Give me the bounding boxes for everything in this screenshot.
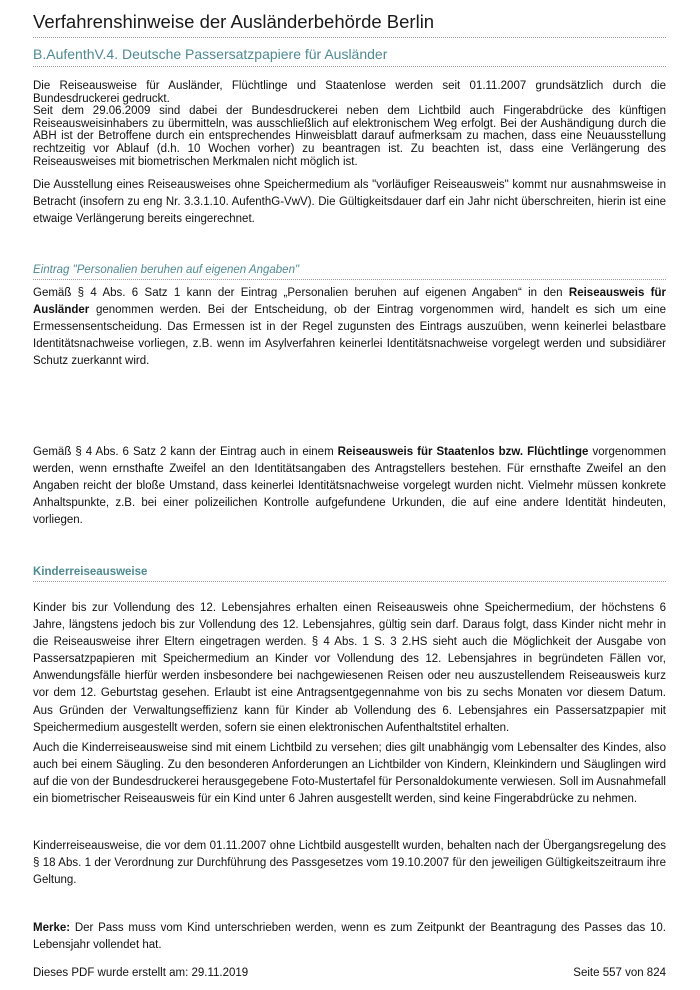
eintrag-p1-bold: Reiseausweis für Ausländer [33,287,666,317]
merke-paragraph [33,920,666,954]
intro-paragraph-2: Die Ausstellung eines Reiseausweises ohne Speichermedium als "vorläufiger Reiseausweis" kommt nur ausnahmsweise in Betracht (insofern zu eng Nr. 3.3.1.10. AufenthG-VwV). Die Gültigkeitsdauer darf ein Jahr nicht überschreiten, hierin ist eine etwaige Verlängerung bereits eingerechnet. [33,179,666,226]
eintrag-paragraph-1 [33,285,666,370]
kinder-paragraph-2: Auch die Kinderreiseausweise sind mit einem Lichtbild zu versehen; dies gilt unabhängig vom Lebensalter des Kindes, also auch bei einem Säugling. Zu den besonderen Anforderungen an Lichtbilder von Kindern, Kleinkindern und Säuglingen wird auf die von der Bundesdruckerei herausgegebene Foto-Mustertafel für Personaldokumente verwiesen. Soll im Ausnahmefall ein biometrischer Reiseausweis für ein Kind unter 6 Jahren ausgestellt werden, sind keine Fingerabdrücke zu nehmen. [33,742,666,806]
eintrag-divider [33,279,666,280]
eintrag-p2-text-b: vorgenommen werden, wenn ernsthafte Zweifel an den Identitätsangaben des Antragstellers bestehen. Für ernsthafte Zweifel an den Angaben reicht der bloße Umstand, dass keinerlei Identitätsnachweise vorgelegt wurden nicht. Vielmehr müssen konkrete Anhaltspunkte, z.B. bei einer polizeilichen Kontrolle aufgefundene Urkunden, die auf eine andere Identität hindeuten, vorliegen. [33,446,666,527]
section-divider [33,66,666,67]
page-footer [33,967,666,979]
title-divider [33,37,666,38]
merke-label: Merke: [33,922,71,934]
document-title: Verfahrenshinweise der Ausländerbehörde Berlin [33,11,435,32]
eintrag-paragraph-2 [33,444,666,529]
kinder-paragraph-3: Kinderreiseausweise, die vor dem 01.11.2007 ohne Lichtbild ausgestellt wurden, behalten nach der Übergangsregelung des § 18 Abs. 1 der Verordnung zur Durchführung des Passgesetzes vom 19.10.2007 für den jeweiligen Gültigkeitszeitraum ihre Geltung. [33,840,666,887]
kinder-paragraph-1: Kinder bis zur Vollendung des 12. Lebensjahres erhalten einen Reiseausweis ohne Speichermedium, der höchstens 6 Jahre, längstens jedoch bis zur Vollendung des 12. Lebensjahres, gültig sein darf. Daraus folgt, dass Kinder nicht mehr in die Reiseausweise ihrer Eltern eingetragen werden. § 4 Abs. 1 S. 3 2.HS sieht auch die Möglichkeit der Ausgabe von Passersatzpapieren mit Speichermedium an Kinder vor Vollendung des 12. Lebensjahres in begründeten Fällen vor, Anwendungsfälle hierfür werden insbesondere bei nachgewiesenen Reisen oder neu auszustellendem Reiseausweis kurz vor dem 12. Geburtstag gesehen. Erlaubt ist eine Antragsentgegennahme von bis zu sechs Monaten vor diesem Datum. Aus Gründen der Verwaltungseffizienz kann für Kinder ab Vollendung des 6. Lebensjahres ein Passersatzpapier mit Speichermedium ausgestellt werden, sofern sie einen elektronischen Aufenthaltstitel erhalten. [33,602,666,734]
merke-text: Der Pass muss vom Kind unterschrieben werden, wenn es zum Zeitpunkt der Beantragung des Passes das 10. Lebensjahr vollendet hat. [33,922,666,952]
eintrag-p2-text-a: Gemäß § 4 Abs. 6 Satz 2 kann der Eintrag auch in einem [33,446,338,458]
eintrag-p2-bold: Reiseausweis für Staatenlos bzw. Flüchtlinge [337,446,589,458]
kinder-divider [33,581,666,582]
intro-line-2: Seit dem 29.06.2009 sind dabei der Bundesdruckerei neben dem Lichtbild auch Fingerabdrücke des künftigen Reiseausweisinhabers zu übermitteln, was ausschließlich auf elektronischem Weg erfolgt. Bei der Aushändigung durch die ABH ist der Betroffene durch ein entsprechendes Hinweisblatt darauf aufmerksam zu machen, dass eine Neuausstellung rechtzeitig vor Ablauf (d.h. 10 Wochen vorher) zu beantragen ist. Zu beachten ist, dass eine Verlängerung des Reiseausweises mit biometrischen Merkmalen nicht möglich ist. [33,105,666,168]
intro-paragraph-1 [33,80,666,168]
section-title: B.AufenthV.4. Deutsche Passersatzpapiere für Ausländer [33,46,388,62]
eintrag-p1-text-b: genommen werden. Bei der Entscheidung, ob der Eintrag vorgenommen wird, handelt es sich um eine Ermessensentscheidung. Das Ermessen ist in der Regel zugunsten des Eintrags auszuüben, wenn keinerlei belastbare Identitätsnachweise vorliegen, z.B. wenn im Asylverfahren keinerlei Identitätsnachweise vorgelegt werden und subsidiärer Schutz zuerkannt wird. [33,304,666,368]
kinder-heading: Kinderreiseausweise [33,566,148,578]
footer-page-number: Seite 557 von 824 [573,967,666,979]
intro-line-1: Die Reiseausweise für Ausländer, Flüchtlinge und Staatenlose werden seit 01.11.2007 grundsätzlich durch die Bundesdruckerei gedruckt. [33,80,666,105]
footer-created-date: Dieses PDF wurde erstellt am: 29.11.2019 [33,967,249,979]
eintrag-heading: Eintrag "Personalien beruhen auf eigenen Angaben" [33,264,300,276]
eintrag-p1-text-a: Gemäß § 4 Abs. 6 Satz 1 kann der Eintrag „Personalien beruhen auf eigenen Angaben“ in den [33,287,569,299]
